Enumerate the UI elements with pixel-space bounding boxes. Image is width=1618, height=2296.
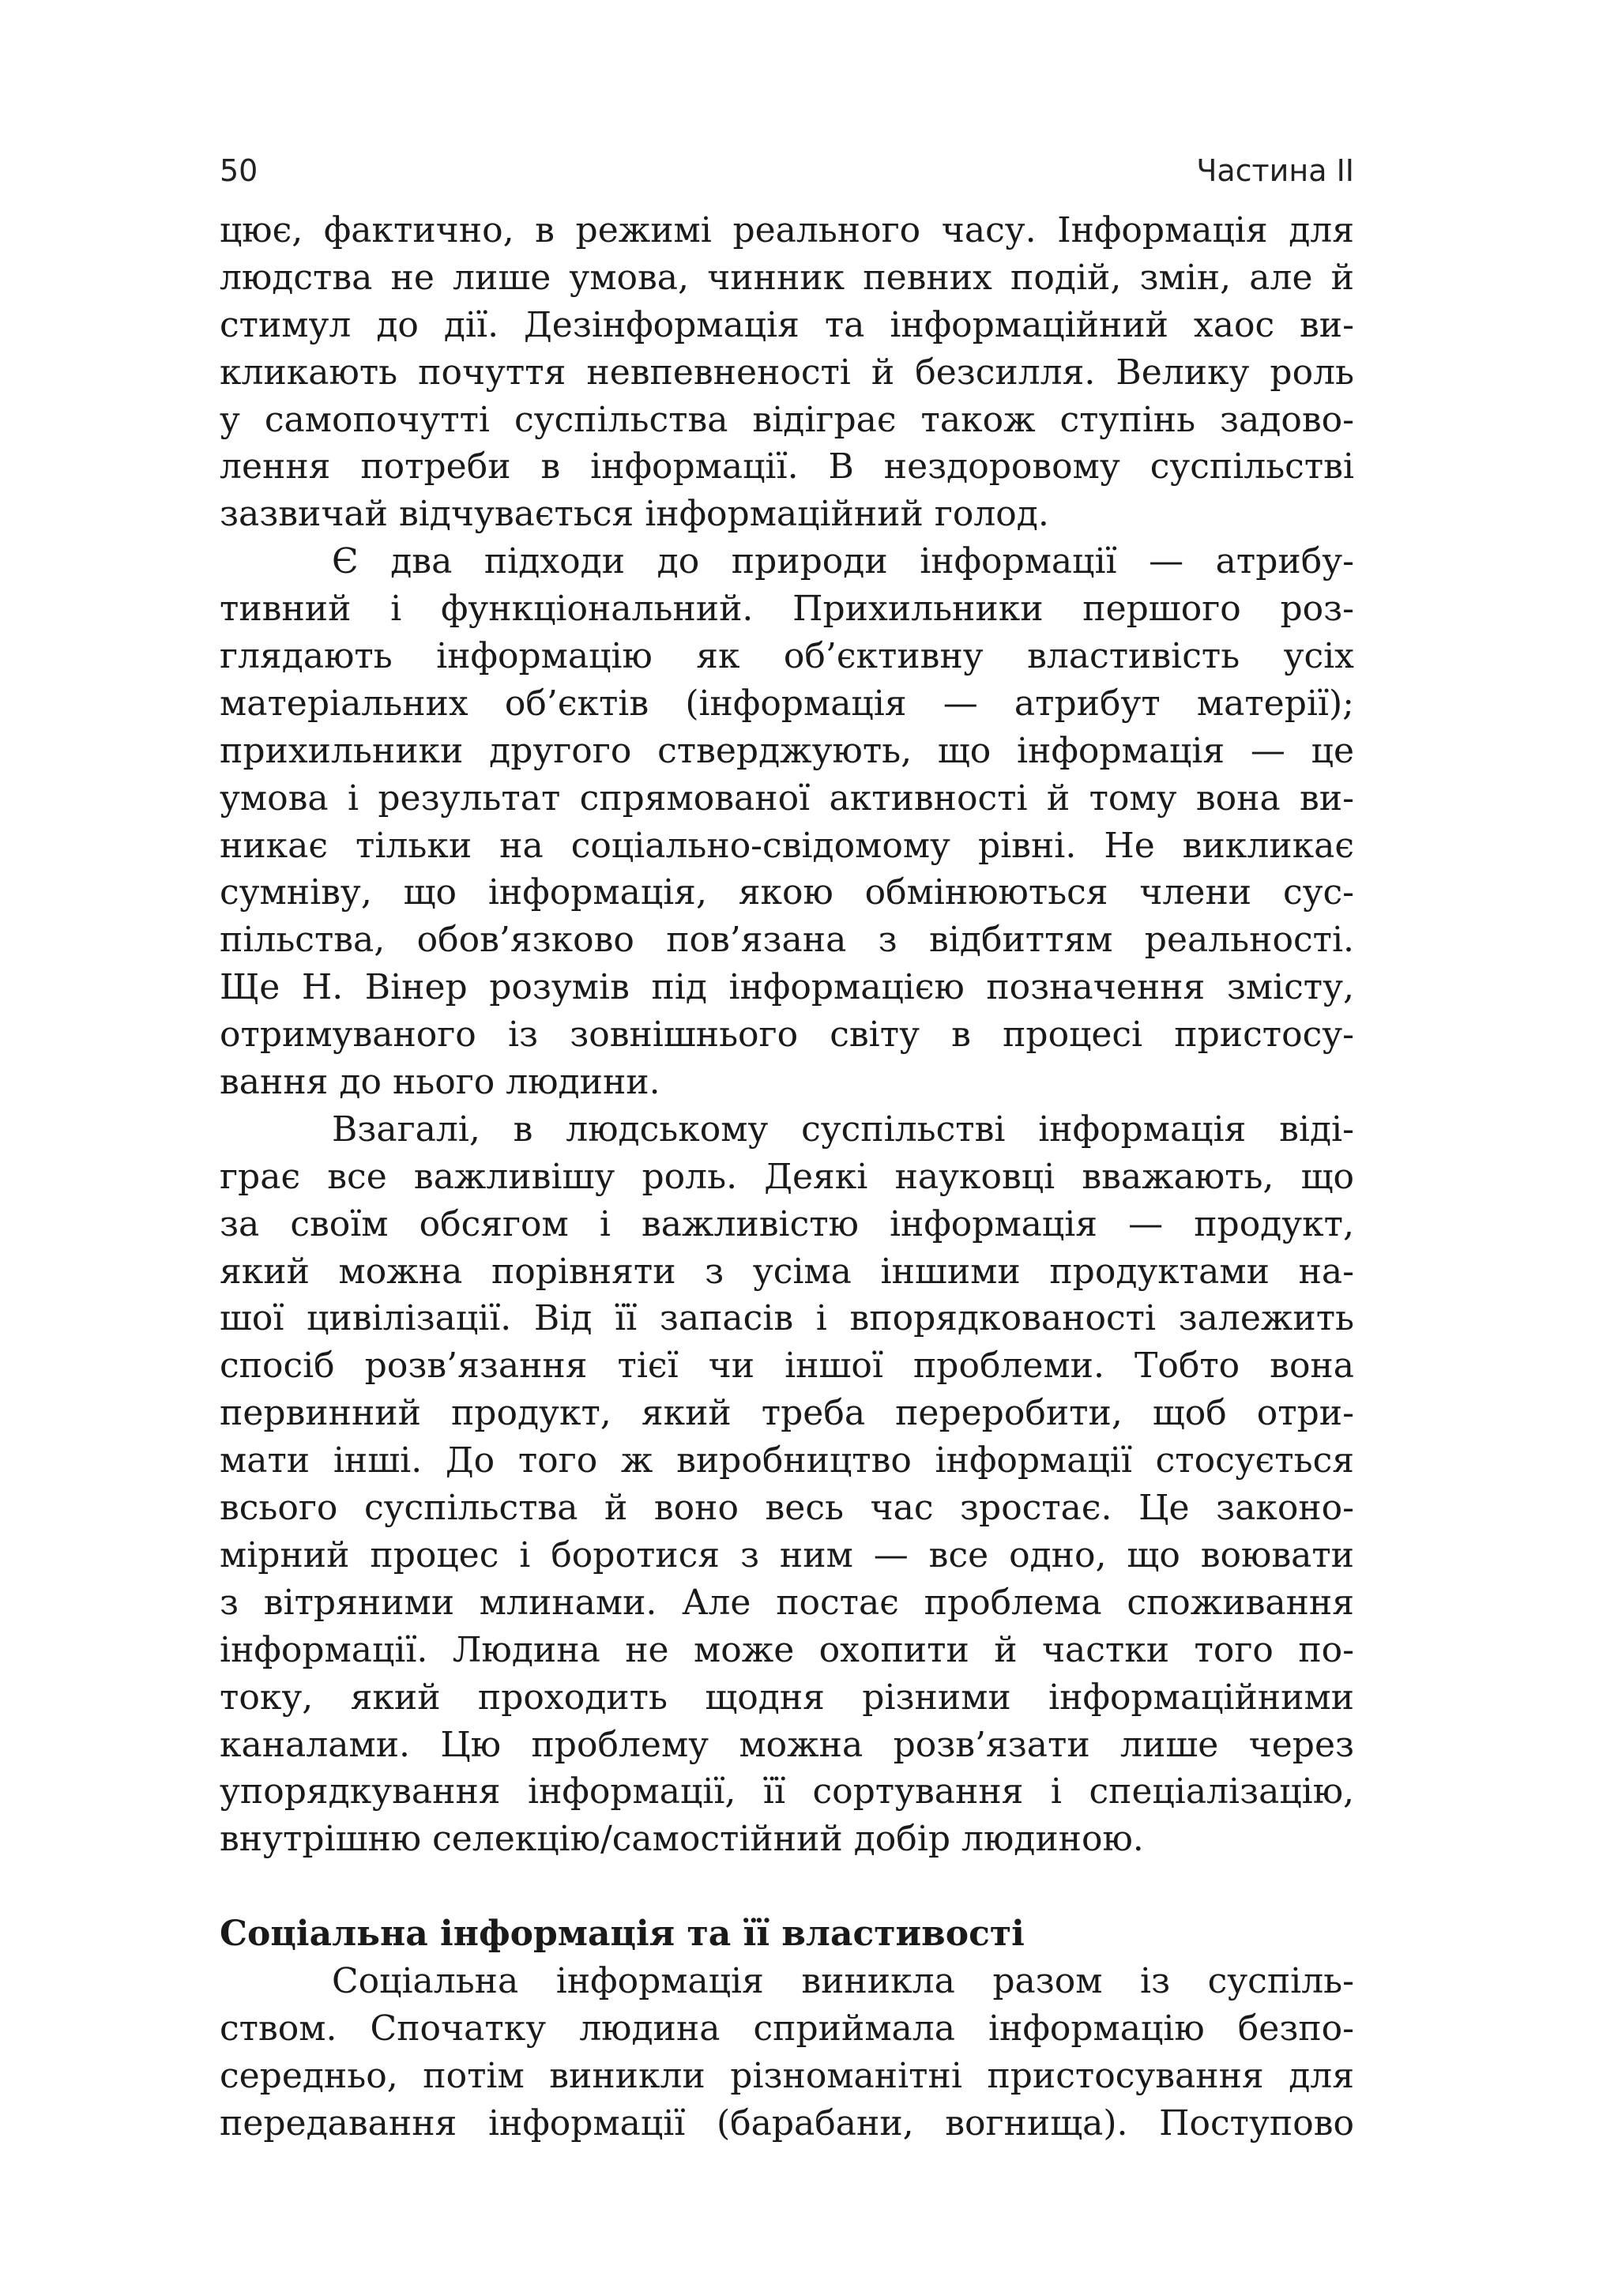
section-social-information	[220, 1910, 1354, 2147]
text-line: всього суспільства й воно весь час зростає. Це законо-	[220, 1488, 1354, 1529]
body-text	[220, 207, 1354, 2147]
text-line: зазвичай відчувається інформаційний голод.	[220, 494, 1049, 535]
text-line: Є два підходи до природи інформації — атрибу-	[332, 541, 1354, 582]
text-line: никає тільки на соціально-свідомому рівні. Не викликає	[220, 825, 1354, 866]
part-label: Частина II	[1196, 153, 1354, 188]
running-head	[220, 149, 1354, 193]
text-line: стимул до дії. Дезінформація та інформаційний хаос ви-	[220, 304, 1354, 345]
text-line: шої цивілізації. Від її запасів і впорядкованості залежить	[220, 1298, 1354, 1339]
text-line: передавання інформації (барабани, вогнища). Поступово	[220, 2102, 1354, 2144]
text-line: тивний і функціональний. Прихильники першого роз-	[220, 589, 1354, 630]
text-line: ством. Спочатку людина сприймала інформацію безпо-	[220, 2008, 1354, 2049]
text-line: лення потреби в інформації. В нездоровому суспільстві	[220, 446, 1354, 487]
text-line: внутрішню селекцію/самостійний добір людиною.	[220, 1819, 1144, 1860]
text-line: первинний продукт, який треба переробити, щоб отри-	[220, 1393, 1354, 1434]
text-line: за своїм обсягом і важливістю інформація — продукт,	[220, 1203, 1354, 1244]
text-line: отримуваного із зовнішнього світу в процесі пристосу-	[220, 1014, 1354, 1056]
text-line: середньо, потім виникли різноманітні пристосування для	[220, 2055, 1354, 2096]
text-line: спосіб розв’язання тієї чи іншої проблеми. Тобто вона	[220, 1346, 1354, 1387]
text-line: грає все важливішу роль. Деякі науковці вважають, що	[220, 1156, 1354, 1197]
text-line: Соціальна інформація виникла разом із суспіль-	[332, 1961, 1354, 2002]
section-heading: Соціальна інформація та її властивості	[220, 1914, 1025, 1955]
text-line: Взагалі, в людському суспільстві інформація віді-	[332, 1108, 1354, 1150]
text-line: умова і результат спрямованої активності й тому вона ви-	[220, 777, 1354, 819]
text-line: Ще Н. Вінер розумів під інформацією позначення змісту,	[220, 967, 1354, 1008]
paragraph-3	[220, 1106, 1354, 1863]
text-line: каналами. Цю проблему можна розв’язати лише через	[220, 1724, 1354, 1765]
text-line: у самопочутті суспільства відіграє також ступінь задово-	[220, 399, 1354, 440]
text-line: людства не лише умова, чинник певних подій, змін, але й	[220, 257, 1354, 298]
text-line: вання до нього людини.	[220, 1062, 660, 1103]
text-line: прихильники другого стверджують, що інформація — це	[220, 730, 1354, 771]
text-line: інформації. Людина не може охопити й частки того по-	[220, 1629, 1354, 1670]
text-line: пільства, обов’язково пов’язана з відбиттям реальності.	[220, 920, 1354, 961]
text-line: кликають почуття невпевненості й безсилля. Велику роль	[220, 352, 1354, 393]
text-line: сумніву, що інформація, якою обмінюються члени сус-	[220, 872, 1354, 913]
text-line: мірний процес і боротися з ним — все одно, що воювати	[220, 1534, 1354, 1575]
page-number: 50	[220, 153, 258, 188]
text-line: току, який проходить щодня різними інформаційними	[220, 1677, 1354, 1718]
text-line: який можна порівняти з усіма іншими продуктами на-	[220, 1251, 1354, 1292]
text-line: цює, фактично, в режимі реального часу. Інформація для	[220, 210, 1354, 250]
text-line: мати інші. До того ж виробництво інформації стосується	[220, 1440, 1354, 1481]
paragraph-1	[220, 207, 1354, 538]
text-line: матеріальних об’єктів (інформація — атрибут матерії);	[220, 683, 1354, 724]
section-spacer	[220, 1863, 1354, 1910]
paragraph-2	[220, 538, 1354, 1106]
text-line: з вітряними млинами. Але постає проблема споживання	[220, 1582, 1354, 1623]
text-line: глядають інформацію як об’єктивну властивість усіх	[220, 636, 1354, 677]
text-line: упорядкування інформації, її сортування і спеціалізацію,	[220, 1771, 1354, 1812]
